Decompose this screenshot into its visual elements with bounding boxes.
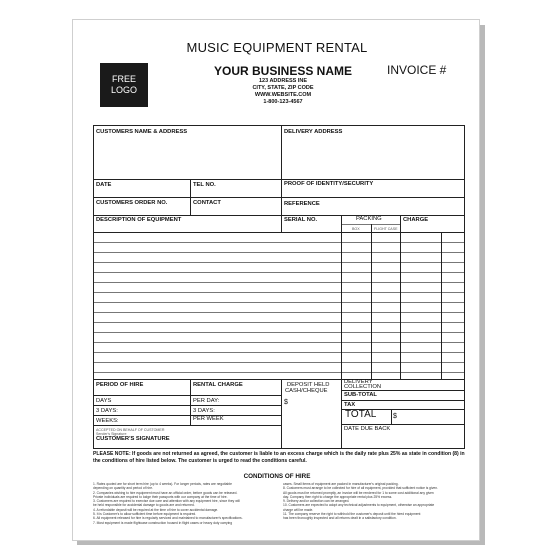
condition-line: charge will be made. xyxy=(283,507,314,512)
description-of-equipment-label: DESCRIPTION OF EQUIPMENT xyxy=(96,217,182,223)
packing-flight-case-label: FLIGHT CASE xyxy=(374,227,398,231)
packing-box-label: BOX xyxy=(352,227,360,231)
logo-line-1: FREE xyxy=(111,74,136,84)
delivery-address-label: DELIVERY ADDRESS xyxy=(284,129,343,135)
deposit-dollar-sign: $ xyxy=(284,399,288,406)
item-row-rule xyxy=(94,362,464,363)
tel-no-label: TEL NO. xyxy=(193,182,216,188)
column-rule xyxy=(190,179,191,215)
condition-line: 8. Customers must arrange to be collected for hire of all equipment, provided that sufficient notice is given. xyxy=(283,486,438,491)
rule xyxy=(94,405,281,406)
condition-line: 4. A refundable deposit will be required at the time of hire to cover accidental damage. xyxy=(93,507,219,512)
date-label: DATE xyxy=(96,182,112,188)
column-rule xyxy=(391,409,392,424)
period-of-hire-label: PERIOD OF HIRE xyxy=(96,382,144,388)
condition-line: 1. Rates quoted are for short term hire (up to 4 weeks). For longer periods, rates are negotiable xyxy=(93,482,232,486)
condition-line: 9. Delivery and/or collection can be arranged. xyxy=(283,499,350,504)
contact-label: CONTACT xyxy=(193,200,221,206)
conditions-right-column xyxy=(283,482,463,521)
three-days-label: 3 DAYS: xyxy=(96,408,118,414)
rule xyxy=(341,424,464,425)
column-rule xyxy=(281,126,282,232)
please-note-notice: PLEASE NOTE: If goods are not returned as agreed, the customer is liable to an excess charge which is the daily rate plus 25% as state in condition (8) in the conditions of hire listed below. The customer is urged to read the conditions careful. xyxy=(93,451,465,464)
reference-label: REFERENCE xyxy=(284,201,320,207)
item-row-rule xyxy=(94,252,464,253)
item-row-rule xyxy=(94,342,464,343)
condition-line: 5. It is Customer's to allow sufficient time before equipment is required. xyxy=(93,512,197,517)
condition-line: depending on quantity and period of hire. xyxy=(93,486,153,491)
item-row-rule xyxy=(94,292,464,293)
condition-line: All goods must be returned promptly, an invoice will be rendered for 1 to some cost additional any given xyxy=(283,490,434,495)
condition-line: day. Company then right to charge the appropriate rental plus 25% excess. xyxy=(283,494,393,499)
sub-total-label: SUB-TOTAL xyxy=(344,392,377,398)
item-row-rule xyxy=(94,272,464,273)
rule xyxy=(94,379,464,380)
condition-line: 10. Customers are expected to adopt any technical adjustments to equipment, otherwise an appropriate xyxy=(283,503,435,508)
column-rule xyxy=(400,215,401,379)
rule xyxy=(94,395,281,396)
senders-signature-label: Sender's Signature xyxy=(96,432,127,436)
date-due-back-label: DATE DUE BACK xyxy=(344,426,391,432)
column-rule xyxy=(281,379,282,448)
condition-line: 3. Customers are required to exercise due care and attention with any equipment hire, since they will xyxy=(93,499,240,504)
condition-line: 7. Most equipment is made flightcase construction housed in flight cases or heavy duty carrying xyxy=(93,520,233,525)
condition-line: has been thoroughly inspected and all returns dealt in a satisfactory condition. xyxy=(283,516,397,521)
item-row-rule xyxy=(94,352,464,353)
conditions-of-hire-title: CONDITIONS OF HIRE xyxy=(243,473,311,480)
item-row-rule xyxy=(94,332,464,333)
collection-label: COLLECTION xyxy=(344,384,382,390)
column-rule xyxy=(190,379,191,425)
free-logo-placeholder xyxy=(100,63,148,107)
charge-label: CHARGE xyxy=(403,217,429,223)
proof-of-identity-label: PROOF OF IDENTITY/SECURITY xyxy=(284,181,374,187)
condition-line: 2. Companies wishing to hire equipment must have an official order, before goods can be released. xyxy=(93,490,238,495)
rule xyxy=(94,179,464,180)
item-row-rule xyxy=(94,312,464,313)
serial-no-label: SERIAL NO. xyxy=(284,217,318,223)
condition-line: 6. All equipment released for hire is regularly serviced and maintained to manufacturer's specifications. xyxy=(93,516,243,521)
rule xyxy=(341,400,464,401)
rule xyxy=(94,415,281,416)
business-city: CITY, STATE, ZIP CODE xyxy=(252,85,314,91)
invoice-number-label: INVOICE # xyxy=(387,63,447,77)
business-name: YOUR BUSINESS NAME xyxy=(213,64,353,78)
rule xyxy=(94,425,281,426)
days-label: DAYS xyxy=(96,398,112,404)
item-row-rule xyxy=(94,372,464,373)
form-title: MUSIC EQUIPMENT RENTAL xyxy=(186,40,368,55)
rental-charge-label: RENTAL CHARGE xyxy=(193,382,243,388)
accepted-on-behalf-label: ACCEPTED ON BEHALF OF CUSTOMER xyxy=(96,428,165,432)
item-row-rule xyxy=(94,262,464,263)
item-row-rule xyxy=(94,322,464,323)
cash-cheque-label: CASH/CHEQUE xyxy=(285,388,328,394)
business-address: 123 ADDRESS INE xyxy=(258,78,308,84)
total-dollar-sign: $ xyxy=(393,413,397,420)
business-info xyxy=(203,65,363,106)
condition-line: be held responsible for accidental damage to goods are and returned. xyxy=(93,503,195,508)
column-rule xyxy=(371,224,372,379)
condition-line: 11. The company reserve the right to withhold the customer's deposit until the hired equipment xyxy=(283,512,421,517)
three-days-rate-label: 3 DAYS: xyxy=(193,408,215,414)
rule xyxy=(94,215,464,216)
column-rule xyxy=(341,215,342,448)
rule xyxy=(94,197,464,198)
condition-line: cases. Small items of equipment are packed in manufacturer's original packing. xyxy=(283,482,399,486)
per-day-label: PER DAY: xyxy=(193,398,220,404)
rental-form-grid xyxy=(93,125,465,449)
delivery-label: DELIVERY xyxy=(344,379,373,385)
business-website: WWW.WEBSITE.COM xyxy=(254,92,312,98)
item-row-rule xyxy=(94,282,464,283)
logo-line-2: LOGO xyxy=(110,85,137,95)
per-week-label: PER WEEK xyxy=(193,416,224,422)
customers-name-address-label: CUSTOMERS NAME & ADDRESS xyxy=(96,129,188,135)
customers-order-no-label: CUSTOMERS ORDER NO. xyxy=(96,200,168,206)
conditions-left-column xyxy=(93,482,273,525)
tax-label: TAX xyxy=(344,402,356,408)
column-rule xyxy=(441,232,442,379)
weeks-label: WEEKS: xyxy=(96,418,119,424)
rule xyxy=(94,232,464,233)
total-label: TOTAL xyxy=(345,409,377,420)
customers-signature-label: CUSTOMER'S SIGNATURE xyxy=(96,436,170,442)
business-phone: 1-800-123-4567 xyxy=(263,99,303,105)
condition-line: Private individuals are required to lodge their passports with our company at the time of hire. xyxy=(93,494,228,499)
item-row-rule xyxy=(94,302,464,303)
packing-label: PACKING xyxy=(356,216,382,222)
item-row-rule xyxy=(94,242,464,243)
invoice-form-sheet xyxy=(72,19,480,541)
deposit-held-label: DEPOSIT HELD xyxy=(287,382,330,388)
